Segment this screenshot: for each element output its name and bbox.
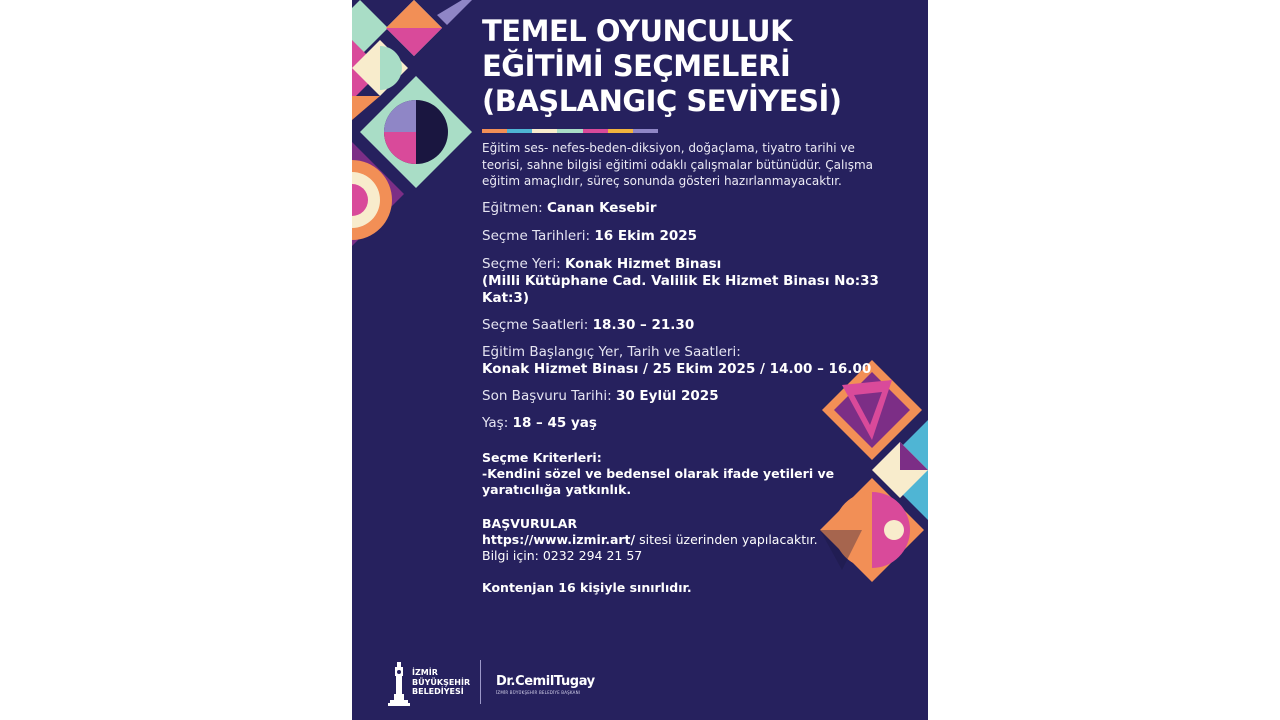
deadline-value: 30 Eylül 2025 [615,387,719,404]
criteria-heading: Seçme Kriterleri: [482,449,602,465]
stripe-segment [507,129,532,133]
dates-line [482,228,882,245]
mayor-signature [496,674,595,695]
applications-info: Bilgi için: 0232 294 21 57 [482,547,643,563]
instructor-value: Canan Kesebir [547,199,657,216]
hours-value: 18.30 – 21.30 [592,316,695,333]
applications-url-suffix: sitesi üzerinden yapılacaktır. [635,531,818,547]
applications-url[interactable]: https://www.izmir.art/ [482,531,636,547]
org-line: BÜYÜKŞEHİR [412,677,471,687]
color-stripe [482,129,658,133]
hours-line [482,317,882,334]
deadline-label: Son Başvuru Tarihi: [482,387,612,404]
place-label: Seçme Yeri: [482,255,561,272]
stripe-segment [532,129,557,133]
criteria-text-line [482,466,882,498]
title-line: TEMEL OYUNCULUK [482,14,793,48]
deadline-line [482,388,882,405]
signature-name: Dr.CemilTugay [496,674,595,689]
clock-tower-icon [388,662,410,708]
place-value: Konak Hizmet Binası [564,255,722,272]
dates-label: Seçme Tarihleri: [482,227,591,244]
criteria-text: -Kendini sözel ve bedensel olarak ifade yetileri ve yaratıcılığa yatkınlık. [482,465,835,497]
age-label: Yaş: [482,414,509,431]
applications-heading: BAŞVURULAR [482,515,578,531]
place-detail-line [482,273,882,307]
stripe-segment [583,129,608,133]
stripe-segment [557,129,582,133]
deco-shape [437,0,472,25]
description: Eğitim ses- nefes-beden-diksiyon, doğaçlama, tiyatro tarihi ve teorisi, sahne bilgisi eğitimi odaklı çalışmalar bütünüdür. Çalışma eğitim amaçlıdır, süreç sonunda gösteri hazırlanmayacaktır. [482,141,873,188]
footer-divider [480,660,481,704]
applications-heading-line [482,516,882,532]
training-start-value: Konak Hizmet Binası / 25 Ekim 2025 / 14.00 – 16.00 [482,360,872,377]
instructor-label: Eğitmen: [482,199,543,216]
quota-line [482,580,882,596]
training-start-line [482,344,882,361]
signature-subtitle: İZMİR BÜYÜKŞEHİR BELEDİYE BAŞKANI [496,690,581,695]
hours-label: Seçme Saatleri: [482,316,589,333]
poster-content [482,136,882,596]
stripe-segment [608,129,633,133]
training-start-label: Eğitim Başlangıç Yer, Tarih ve Saatleri: [482,343,741,360]
title-line: EĞİTİMİ SEÇMELERİ [482,49,791,83]
place-line [482,256,882,273]
training-start-value-line [482,361,882,378]
age-value: 18 – 45 yaş [512,414,597,431]
stripe-segment [482,129,507,133]
deco-shape [386,0,442,28]
municipality-logo-text [412,668,470,697]
instructor-line [482,200,882,217]
title-line: (BAŞLANGIÇ SEVİYESİ) [482,84,842,118]
org-line: BELEDİYESİ [412,687,464,696]
deco-shape [884,520,904,540]
quota-text: Kontenjan 16 kişiyle sınırlıdır. [482,579,692,595]
criteria-heading-line [482,450,882,466]
age-line [482,415,882,432]
stripe-segment [633,129,658,133]
dates-value: 16 Ekim 2025 [594,227,698,244]
org-line: İZMİR [412,668,438,677]
applications-url-line [482,532,882,548]
poster-title [482,14,842,119]
place-detail: (Milli Kütüphane Cad. Valilik Ek Hizmet Binası No:33 Kat:3) [482,272,879,306]
event-poster [352,0,928,720]
